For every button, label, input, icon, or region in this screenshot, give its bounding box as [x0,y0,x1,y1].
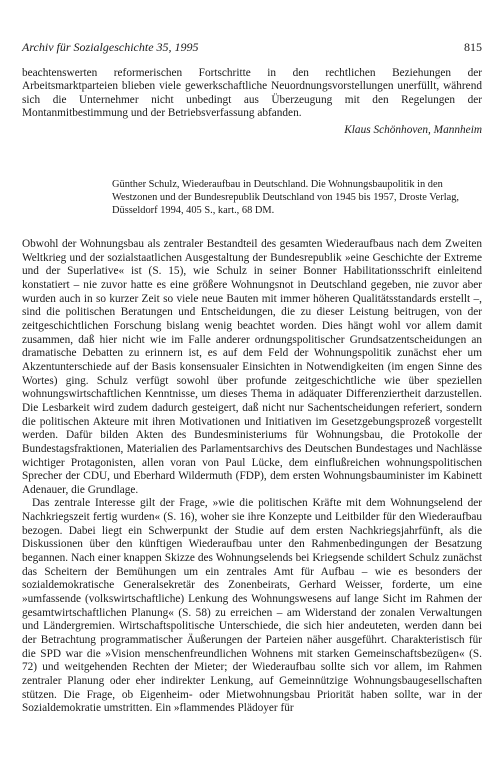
review-paragraph: Obwohl der Wohnungsbau als zentraler Bestandteil des gesamten Wiederaufbaus nach dem Zweiten Weltkrieg und der sozialstaatlichen Ausgestaltung der Bundesrepublik »eine Geschichte der Extreme und der Superlative« ist (S. 15), wie Schulz in seiner Bonner Habilitationsschrift einleitend konstatiert – nie zuvor hatte es eine größere Wohnungsnot in Deutschland gegeben, nie zuvor aber wurden auch in so kurzer Zeit so viele neue Bauten mit immer höheren Qualitätsstandards erstellt –, sind die politischen Beratungen und Entscheidungen, die zu dieser Leistung beitrugen, von der zeitgeschichtlichen Forschung bislang wenig beachtet worden. Dies hängt wohl vor allem damit zusammen, daß hier nicht wie im Falle anderer ordnungspolitischer Grundsatzentscheidungen an dramatische Debatten zu erinnern ist, es auf dem Feld der Wohnungspolitik zunächst eher um Akzentunterschiede auf der Basis konsensualer Einsichten in Notwendigkeiten (im engen Sinne des Wortes) ging. Schulz verfügt sowohl über profunde zeitgeschichtliche wie über speziellen wohnungswirtschaftlichen Kenntnisse, um dieses Thema in adäquater Differenziertheit darzustellen. Die Lesbarkeit wird zudem dadurch gesteigert, daß nicht nur Sachentscheidungen referiert, sondern die politischen Akteure mit ihren Motivationen und Initiativen im Gesetzgebungsprozeß vorgestellt werden. Dafür bilden Akten des Bundesministeriums für Wohnungsbau, die Protokolle der Bundestagsfraktionen, Materialien des Parlamentsarchivs des Deutschen Bundestages und Nachlässe wichtiger Protagonisten, allen voran von Paul Lücke, dem einflußreichen wohnungspolitischen Sprecher der CDU, und Eberhard Wildermuth (FDP), dem ersten Wohnungsbauminister im Kabinett Adenauer, die Grundlage. [22,238,482,496]
book-citation: Günther Schulz, Wiederaufbau in Deutschland. Die Wohnungsbaupolitik in den Westzonen und der Bundesrepublik Deutschland von 1945 bis 1957, Droste Verlag, Düsseldorf 1994, 405 S., kart., 68 DM. [112,179,459,217]
review-paragraph: Das zentrale Interesse gilt der Frage, »wie die politischen Kräfte mit dem Wohnungselend der Nachkriegszeit fertig wurden« (S. 16), woher sie ihre Konzepte und Leitbilder für den Wiederaufbau bezogen. Dabei liegt ein Schwerpunkt der Studie auf dem ersten Nachkriegsjahrfünft, als die Diskussionen über den künftigen Wiederaufbau unter den Rahmenbedingungen der Besatzung begannen. Nach einer knappen Skizze des Wohnungselends bei Kriegsende schildert Schulz zunächst das Scheitern der Bemühungen um ein zentrales Amt für Aufbau – wie es besonders der sozialdemokratische Generalsekretär des Zonenbeirats, Gerhard Weisser, forderte, um eine »umfassende (volkswirtschaftliche) Lenkung des Wohnungswesens auf lange Sicht im Rahmen der gesamtwirtschaftlichen Planung« (S. 58) zu erreichen – am Widerstand der zonalen Verwaltungen und Ländergremien. Wirtschaftspolitische Unterschiede, die sich hier andeuteten, werden dann bei der Betrachtung programmatischer Äußerungen der Parteien näher ausgeführt. Charakteristisch für die SPD war die »Vision menschenfreundlichen Wohnens mit starken Gemeinschaftsbezügen« (S. 72) und weitgehenden Rechten der Mieter; der Wiederaufbau sollte sich vor allem, im Rahmen zentraler Planung oder eher indirekter Lenkung, auf Gemeinnützige Wohnungsbaugesellschaften stützen. Die Frage, ob Eigenheim- oder Mietwohnungsbau Priorität haben sollte, war in der Sozialdemokratie umstritten. Ein »flammendes Plädoyer für [22,497,482,715]
journal-title: Archiv für Sozialgeschichte 35, 1995 [22,40,199,54]
running-header [22,40,482,55]
previous-review-text: beachtenswerten reformerischen Fortschritte in den rechtlichen Beziehungen der Arbeitsmarktparteien blieben viele gewerkschaftliche Neuordnungsvorstellungen unerfüllt, während sich die Unternehmer nicht unbedingt aus Überzeugung mit den Regelungen der Montanmitbestimmung und der Betriebsverfassung abfanden. [22,67,482,120]
page-number: 815 [464,40,482,54]
review-body [22,238,482,716]
previous-review-ending [22,67,482,121]
reviewer-signature: Klaus Schönhoven, Mannheim [344,124,482,136]
